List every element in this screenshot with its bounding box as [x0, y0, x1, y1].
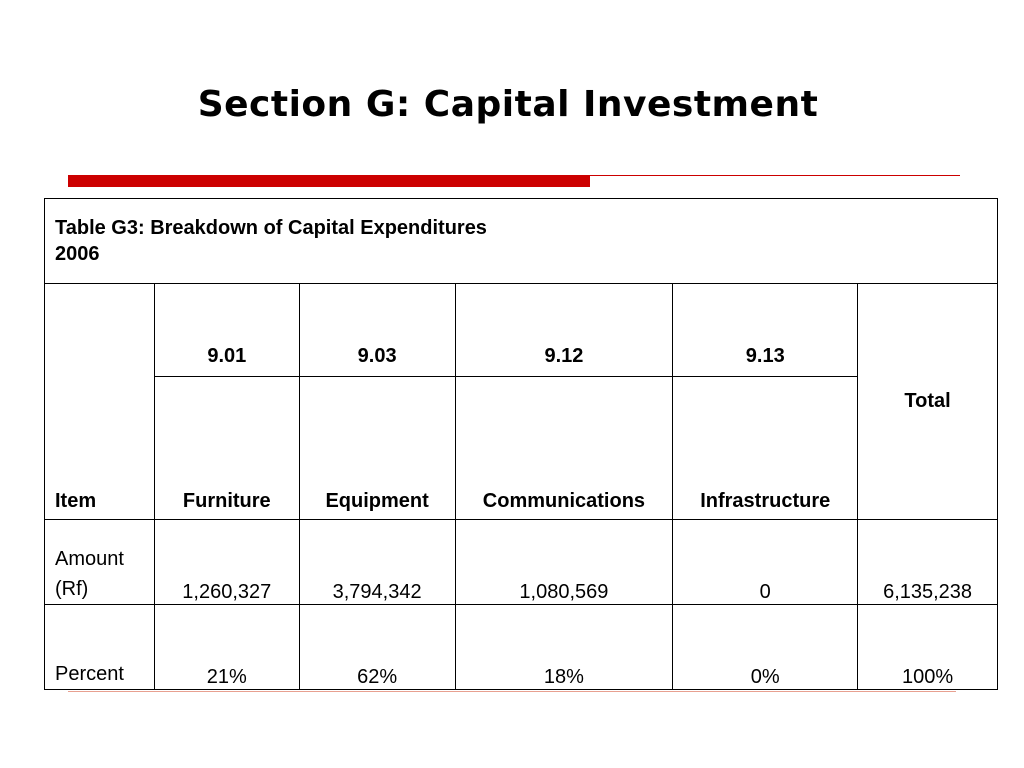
table-cell-total: 6,135,238 [858, 520, 998, 605]
footer-rule [68, 691, 956, 692]
row-label-line2: (Rf) [55, 578, 89, 600]
table-cell: 1,080,569 [455, 520, 673, 605]
total-header: Total [858, 284, 998, 520]
item-header: Item [45, 284, 155, 520]
name-header-row [45, 377, 998, 520]
table-cell-total: 100% [858, 605, 998, 690]
column-code: 9.01 [154, 284, 299, 377]
table-cell: 0% [673, 605, 858, 690]
table-cell: 18% [455, 605, 673, 690]
table-cell: 21% [154, 605, 299, 690]
column-code: 9.13 [673, 284, 858, 377]
title-underline-thin [590, 175, 960, 176]
table-cell: 62% [299, 605, 455, 690]
column-name: Communications [455, 377, 673, 520]
table-cell: 0 [673, 520, 858, 605]
column-code: 9.03 [299, 284, 455, 377]
column-name: Furniture [154, 377, 299, 520]
title-underline-thick [68, 175, 590, 187]
table-cell: 1,260,327 [154, 520, 299, 605]
row-label-line1: Amount [55, 548, 124, 570]
code-header-row [45, 284, 998, 377]
table-row-amount [45, 520, 998, 605]
row-label [45, 520, 155, 605]
row-label: Percent [45, 605, 155, 690]
column-name: Equipment [299, 377, 455, 520]
column-code: 9.12 [455, 284, 673, 377]
slide-title: Section G: Capital Investment [197, 84, 819, 125]
table-row-percent [45, 605, 998, 690]
table-caption-row [45, 199, 998, 284]
table-caption [45, 199, 998, 284]
table-cell: 3,794,342 [299, 520, 455, 605]
column-name: Infrastructure [673, 377, 858, 520]
table-caption-title: Table G3: Breakdown of Capital Expenditures [55, 217, 487, 239]
capital-expenditure-table [44, 198, 998, 690]
table-caption-year: 2006 [55, 243, 100, 265]
